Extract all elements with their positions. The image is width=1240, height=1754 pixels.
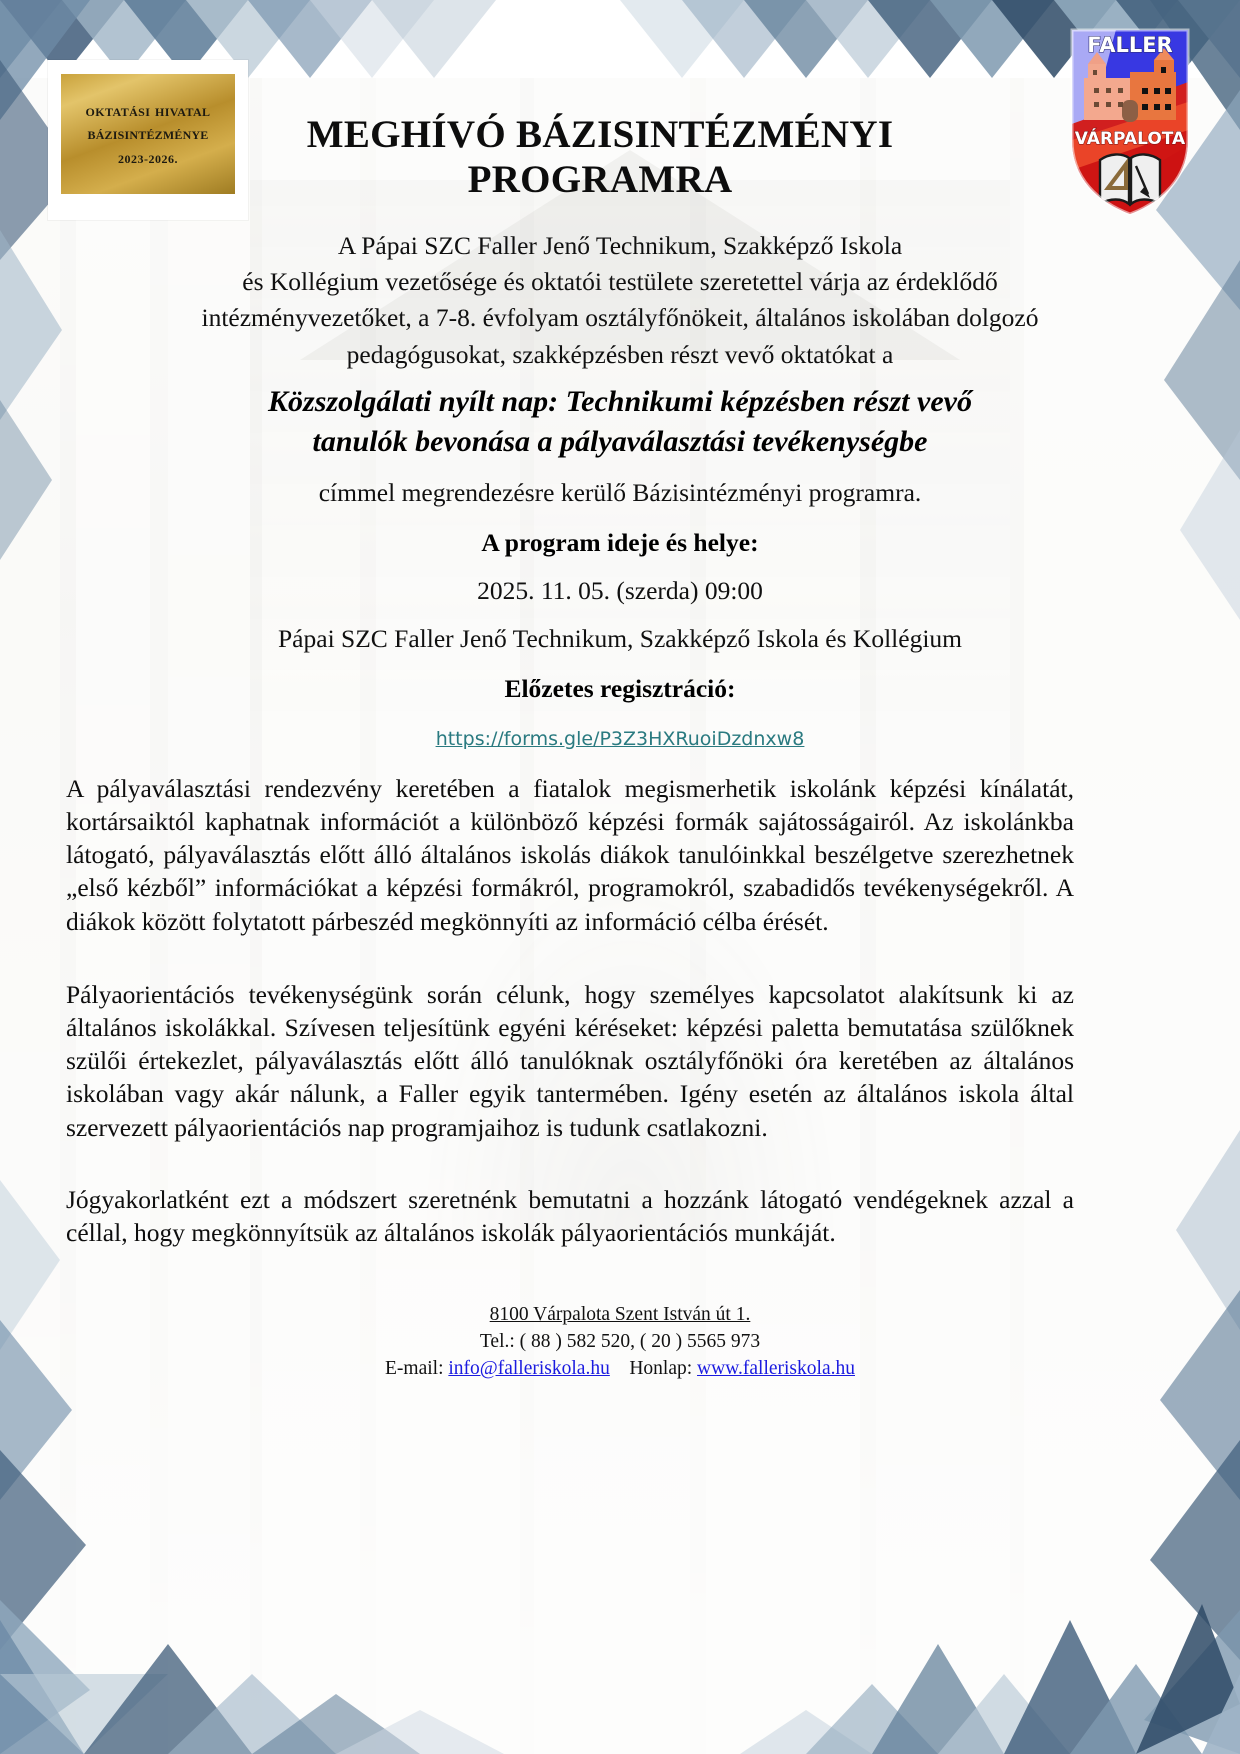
crest-bottom-text: VÁRPALOTA [1074, 129, 1186, 149]
oh-logo-line1: oktatási hivatal [85, 100, 211, 120]
program-title [95, 382, 1145, 462]
intro-line-2: és Kollégium vezetősége és oktatói testülete szeretettel várja az érdeklődő [242, 267, 998, 297]
intro-line-4: pedagógusokat, szakképzésben részt vevő oktatókat a [346, 339, 894, 369]
oh-logo-line2: bázisintézménye [87, 123, 209, 143]
footer-email-label: E-mail: [385, 1357, 444, 1379]
award-plate-logo [61, 74, 235, 194]
school-crest-shield [1066, 22, 1194, 218]
footer-phone: Tel.: ( 88 ) 582 520, ( 20 ) 5565 973 [479, 1330, 761, 1352]
footer-online-row [160, 1356, 1080, 1383]
oktatasi-hivatal-logo [48, 60, 248, 220]
oh-logo-years: 2023-2026. [118, 152, 178, 167]
body-paragraph-2: Pályaorientációs tevékenységünk során célunk, hogy személyes kapcsolatot alakítsunk ki az általános iskolákkal. Szívesen teljesítünk egyéni kéréseket: képzési paletta bemutatása szülőknek szülői értekezlet, pályaválasztás előtt álló tanulóknak osztályfőnöki óra keretében az általános iskolában vagy akár nálunk, a Faller egyik tantermében. Igény esetén az általános iskola által szervezett pályaorientációs nap programjaihoz is tudunk csatlakozni. [66, 980, 1074, 1142]
program-subtitle: címmel megrendezésre kerülő Bázisintézményi programra. [318, 478, 922, 507]
crest-top-text: FALLER [1087, 33, 1173, 57]
program-title-line-2: tanulók bevonása a pályaválasztási tevékenységbe [312, 424, 928, 458]
bottom-triangles-svg [0, 1524, 1240, 1754]
border-decoration-bottom [0, 1524, 1240, 1754]
body-paragraph-1: A pályaválasztási rendezvény keretében a fiatalok megismerhetik iskolánk képzési kínálatát, kortársaiktól kaphatnak információt a különböző képzési formák sajátosságairól. Az iskolánkba látogató, pályaválasztás előtt álló általános iskolás diákok tanulóinkkal beszélgetve szerezhetnek „első kézből” információkat a képzési formákról, programokról, szabadidős tevékenységekről. A diákok között folytatott párbeszéd megkönnyíti az információ célba érését. [66, 774, 1074, 936]
intro-line-3: intézményvezetőket, a 7-8. évfolyam osztályfőnökeit, általános iskolában dolgozó [201, 303, 1039, 333]
program-datetime: 2025. 11. 05. (szerda) 09:00 [477, 576, 763, 605]
body-paragraph-3: Jógyakorlatként ezt a módszert szeretnénk bemutatni a hozzánk látogató vendégeknek azzal a céllal, hogy megkönnyítsük az általános iskolák pályaorientációs munkáját. [66, 1185, 1074, 1248]
open-book-icon [1100, 154, 1160, 204]
program-venue: Pápai SZC Faller Jenő Technikum, Szakképző Iskola és Kollégium [278, 624, 962, 653]
footer-website-link[interactable]: www.falleriskola.hu [697, 1357, 855, 1379]
footer-email-link[interactable]: info@falleriskola.hu [448, 1357, 610, 1379]
footer-contact [160, 1302, 1080, 1383]
registration-link-wrapper [120, 728, 1120, 750]
footer-website-label: Honlap: [629, 1357, 693, 1379]
crest-svg [1066, 22, 1194, 218]
page-title: MEGHÍVÓ BÁZISINTÉZMÉNYI PROGRAMRA [306, 113, 894, 202]
program-time-place-label: A program ideje és helye: [481, 528, 759, 557]
intro-block [80, 228, 1160, 373]
registration-label: Előzetes regisztráció: [504, 674, 736, 703]
intro-line-1: A Pápai SZC Faller Jenő Technikum, Szakképző Iskola [337, 231, 903, 260]
registration-url-link[interactable]: https://forms.gle/P3Z3HXRuoiDzdnxw8 [435, 728, 805, 750]
footer-address: 8100 Várpalota Szent István út 1. [489, 1304, 751, 1325]
program-title-line-1: Közszolgálati nyílt nap: Technikumi képzésben részt vevő [268, 385, 972, 418]
